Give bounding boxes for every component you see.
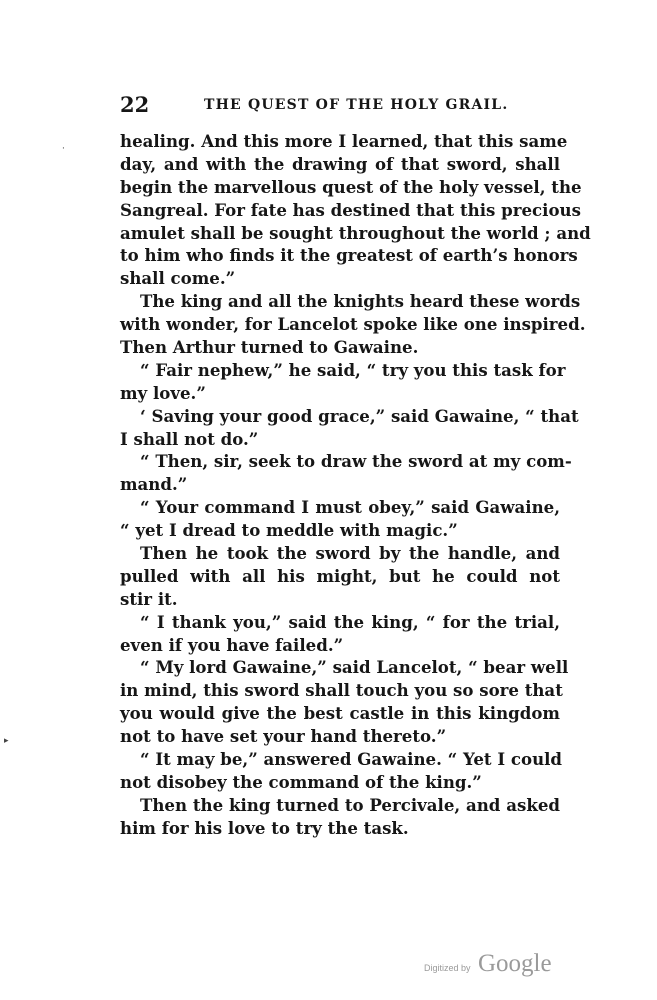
running-title: THE QUEST OF THE HOLY GRAIL.: [204, 97, 509, 113]
text-line: amulet shall be sought throughout the world ; and: [120, 222, 591, 243]
text-line: “ yet I dread to meddle with magic.”: [120, 520, 458, 541]
text-line: even if you have failed.”: [120, 634, 344, 655]
scan-speck: ▸: [4, 736, 9, 746]
text-line: to him who finds it the greatest of earth’s honors: [120, 245, 578, 266]
text-line: “ It may be,” answered Gawaine. “ Yet I could: [140, 749, 563, 770]
watermark-prefix: Digitized by: [424, 963, 471, 973]
page-number: 22: [120, 92, 150, 117]
text-line: The king and all the knights heard these words: [140, 291, 581, 312]
text-line: “ Fair nephew,” he said, “ try you this task for: [140, 359, 566, 380]
text-line: you would give the best castle in this kingdom: [120, 703, 560, 724]
text-line: I shall not do.”: [120, 428, 259, 449]
scan-speck: ·: [62, 144, 65, 154]
text-line: mand.”: [120, 474, 188, 495]
text-line: shall come.”: [120, 268, 236, 289]
digitized-watermark: [424, 950, 564, 984]
text-line: “ Your command I must obey,” said Gawaine,: [140, 497, 560, 518]
text-line: Then Arthur turned to Gawaine.: [120, 337, 419, 358]
text-line: not to have set your hand thereto.”: [120, 726, 447, 747]
text-line: “ Then, sir, seek to draw the sword at my com-: [140, 451, 572, 472]
text-line: “ I thank you,” said the king, “ for the trial,: [140, 611, 560, 632]
text-line: with wonder, for Lancelot spoke like one inspired.: [120, 314, 586, 335]
text-line: Then he took the sword by the handle, and: [140, 543, 560, 564]
text-line: him for his love to try the task.: [120, 817, 409, 838]
google-logo: Google: [478, 950, 552, 977]
text-line: pulled with all his might, but he could not: [120, 565, 560, 586]
text-line: begin the marvellous quest of the holy vessel, the: [120, 176, 582, 197]
text-line: healing. And this more I learned, that this same: [120, 131, 568, 151]
text-line: day, and with the drawing of that sword, shall: [120, 153, 560, 174]
text-line: in mind, this sword shall touch you so sore that: [120, 680, 563, 701]
text-line: ‘ Saving your good grace,” said Gawaine, “ that: [140, 405, 579, 426]
text-line: Then the king turned to Percivale, and asked: [140, 794, 560, 815]
text-line: not disobey the command of the king.”: [120, 771, 482, 792]
text-line: “ My lord Gawaine,” said Lancelot, “ bear well: [140, 657, 569, 678]
text-line: stir it.: [120, 588, 178, 609]
text-line: my love.”: [120, 382, 206, 403]
body-text: [120, 130, 591, 840]
text-line: Sangreal. For fate has destined that this precious: [120, 199, 581, 220]
page-header: [120, 92, 532, 120]
